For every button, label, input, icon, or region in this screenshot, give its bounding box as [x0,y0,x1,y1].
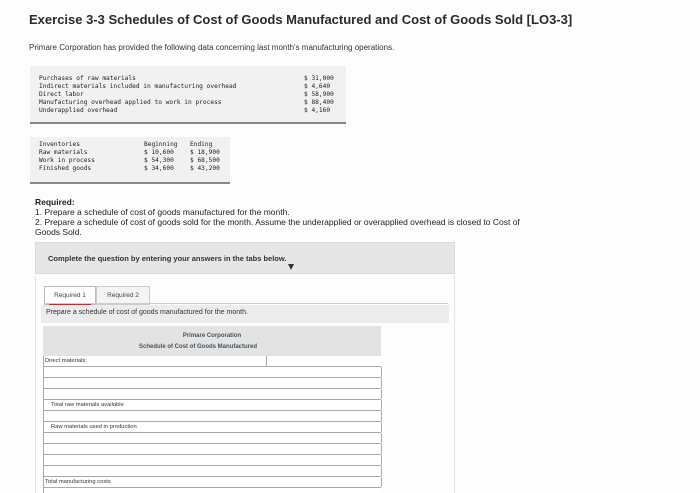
schedule-row [43,378,381,389]
inventory-ending: $ 18,900 [190,149,220,156]
amount-input[interactable] [266,422,313,432]
total-input[interactable] [312,466,382,476]
row-label: Total manufacturing costs [45,479,111,485]
row-input-cell[interactable] [43,444,267,454]
inventory-beginning: $ 54,300 [144,157,174,164]
schedule-company: Primare Corporation [182,333,242,339]
total-input[interactable] [312,389,382,399]
given-value: $ 4,160 [304,107,331,114]
given-label: Indirect materials included in manufacturing overhead [39,83,237,90]
schedule-row [43,477,381,488]
amount-input[interactable] [266,466,313,476]
given-row [30,107,346,115]
total-input[interactable] [312,400,382,410]
inventory-label: Work in process [39,157,95,164]
required-line-2: 2. Prepare a schedule of cost of goods sold for the month. Assume the underapplied or overapplied overhead is closed to Cost of [35,217,520,227]
amount-input[interactable] [266,400,313,410]
given-row [30,83,346,91]
inventory-beginning: $ 10,600 [144,149,174,156]
cogm-schedule [43,326,381,493]
total-input[interactable] [312,433,382,443]
amount-input[interactable] [266,389,313,399]
given-value: $ 58,900 [304,91,334,98]
amount-input[interactable] [266,378,313,388]
tab-required-1[interactable]: Required 1 [44,286,96,305]
required-line-1: 1. Prepare a schedule of cost of goods manufactured for the month. [35,207,290,217]
amount-input[interactable] [266,433,313,443]
required-section [35,197,520,237]
ending-header: Ending [190,141,213,148]
row-input-cell[interactable] [43,378,267,388]
amount-input[interactable] [266,455,313,465]
schedule-row [43,444,381,455]
inventory-ending: $ 43,200 [190,165,220,172]
inventories-table [30,137,230,184]
schedule-row [43,389,381,400]
exercise-title: Exercise 3-3 Schedules of Cost of Goods Manufactured and Cost of Goods Sold [LO3-3] [29,12,573,27]
inventory-label: Finished goods [39,165,92,172]
schedule-row [43,367,381,378]
schedule-row [43,455,381,466]
total-input[interactable] [312,444,382,454]
total-input[interactable] [312,411,382,421]
amount-input[interactable] [266,444,313,454]
schedule-header [43,326,381,356]
instruction-text: Complete the question by entering your answers in the tabs below. [48,254,287,263]
row-input-cell[interactable] [43,411,267,421]
given-label: Direct labor [39,91,84,98]
tab-divider [44,303,448,304]
given-label: Purchases of raw materials [39,75,136,82]
prompt-text: Prepare a schedule of cost of goods manufactured for the month. [46,309,248,316]
row-input-cell[interactable] [43,455,267,465]
total-input[interactable] [312,455,382,465]
amount-input[interactable] [266,477,313,487]
inventory-beginning: $ 34,600 [144,165,174,172]
row-label: Direct materials: [45,358,87,364]
given-value: $ 88,400 [304,99,334,106]
total-input[interactable] [312,378,382,388]
tab-required-2[interactable]: Required 2 [96,286,150,305]
total-input[interactable] [312,367,382,377]
given-value: $ 31,000 [304,75,334,82]
given-value: $ 4,640 [304,83,331,90]
given-label: Manufacturing overhead applied to work in process [39,99,222,106]
schedule-name: Schedule of Cost of Goods Manufactured [139,344,258,350]
given-row [30,91,346,99]
schedule-row [43,466,381,477]
row-input-cell[interactable] [43,389,267,399]
inventory-label: Raw materials [39,149,88,156]
amount-input[interactable] [266,411,313,421]
intro-text: Primare Corporation has provided the following data concerning last month's manufacturing operations. [29,43,395,52]
beginning-header: Beginning [144,141,178,148]
given-row [30,99,346,107]
row-label-cell [43,422,267,432]
instruction-banner [35,242,455,274]
schedule-row [43,400,381,411]
prompt-bar [41,305,449,323]
row-input-cell[interactable] [43,433,267,443]
row-input-cell[interactable] [43,367,267,377]
required-line-3: Goods Sold. [35,227,82,237]
schedule-row [43,411,381,422]
schedule-row [43,422,381,433]
schedule-row [43,356,381,367]
row-label-cell [43,477,267,487]
given-label: Underapplied overhead [39,107,118,114]
total-input[interactable] [312,477,382,487]
required-heading: Required: [35,197,75,207]
given-costs-table [30,66,346,124]
mouse-cursor-icon [288,264,294,270]
given-row [30,75,346,83]
row-label: Raw materials used in production [51,424,137,430]
row-input-cell[interactable] [43,466,267,476]
row-label-cell [43,400,267,410]
total-input[interactable] [312,422,382,432]
inventory-ending: $ 68,500 [190,157,220,164]
row-label-cell [43,356,267,366]
amount-input[interactable] [266,367,313,377]
schedule-row [43,433,381,444]
inventories-header: Inventories [39,141,80,148]
row-label: Total raw materials available [51,402,124,408]
